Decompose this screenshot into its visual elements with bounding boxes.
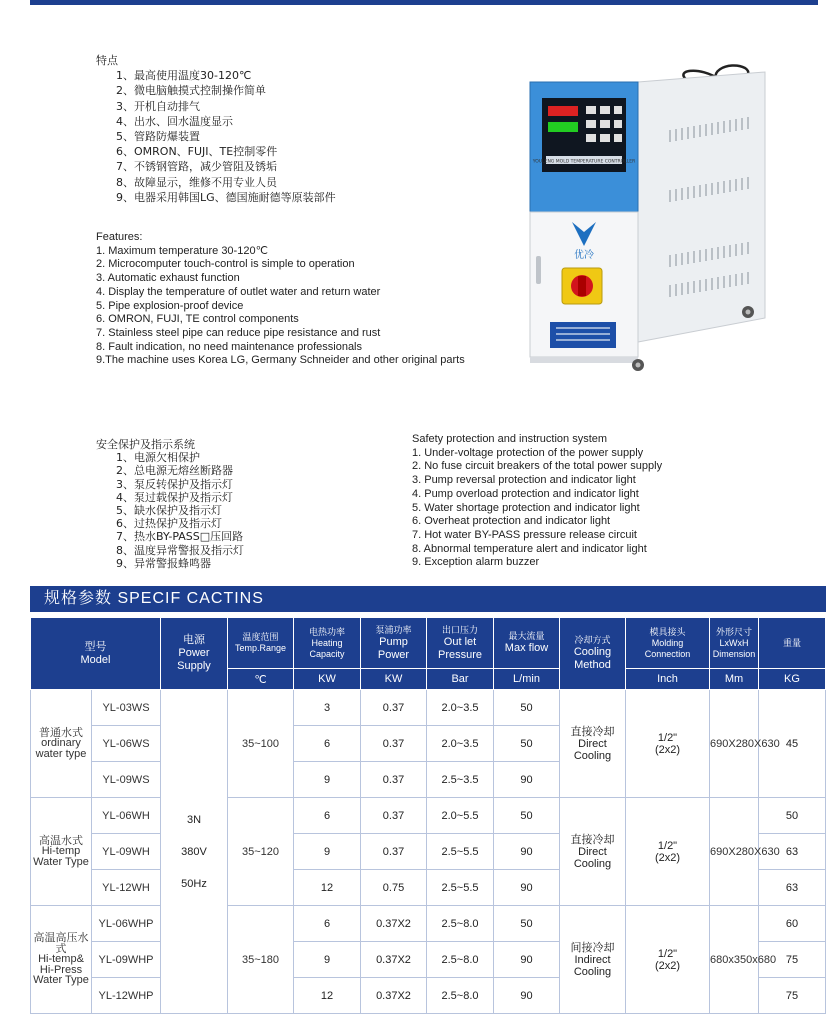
power-supply-line: 50Hz [181, 877, 207, 890]
header-text: 出口压力 [441, 624, 478, 635]
safety-cn-item: 8、温度异常警报及指示灯 [116, 543, 244, 557]
features-cn-item: 6、OMRON、FUJI、TE控制零件 [116, 145, 278, 159]
cooling-cell [560, 690, 626, 798]
group-label-line: 普通水式 [39, 726, 83, 739]
safety-en-item: 7. Hot water BY-PASS pressure release circuit [412, 528, 637, 541]
model-cell: YL-06WH [92, 798, 161, 834]
features-cn-item: 1、最高使用温度30-120℃ [116, 69, 252, 83]
header-text: 冷却方式 [574, 635, 611, 645]
unit-size: Mm [710, 669, 759, 690]
table-row [31, 690, 826, 726]
safety-cn-item: 3、泵反转保护及指示灯 [116, 477, 233, 491]
safety-cn-item: 6、过热保护及指示灯 [116, 517, 222, 531]
pump-cell: 0.37 [361, 834, 427, 870]
safety-en-item: 5. Water shortage protection and indicator light [412, 501, 640, 514]
heat-cell: 9 [294, 762, 361, 798]
safety-cn-item: 5、缺水保护及指示灯 [116, 504, 222, 518]
cooling-cell [560, 906, 626, 1014]
machine-image [520, 60, 770, 375]
header-text: Out let [443, 635, 477, 648]
safety-cn-item: 2、总电源无熔丝断路器 [116, 464, 233, 478]
pressure-cell: 2.5~3.5 [427, 762, 494, 798]
molding-line: (2x2) [654, 959, 681, 972]
header-size [710, 618, 759, 669]
group-label [31, 798, 92, 906]
group-label-line: Hi-temp& [38, 953, 84, 966]
model-cell: YL-06WHP [92, 906, 161, 942]
molding-cell [626, 906, 710, 1014]
header-molding [626, 618, 710, 669]
flow-cell: 90 [494, 834, 560, 870]
header-text: Dimension [712, 648, 756, 659]
safety-en-item: 4. Pump overload protection and indicator light [412, 487, 639, 500]
group-label-line: ordinary [41, 737, 81, 750]
features-en-item: 1. Maximum temperature 30-120℃ [96, 244, 268, 257]
header-text: Power [178, 647, 210, 659]
heat-cell: 12 [294, 870, 361, 906]
pump-cell: 0.37 [361, 726, 427, 762]
unit-molding: Inch [626, 669, 710, 690]
unit-weight: KG [759, 669, 826, 690]
size-cell: 690X280X630 [710, 798, 759, 906]
size-cell: 690X280X630 [710, 690, 759, 798]
cooling-line: Cooling [573, 965, 612, 978]
header-text: Heating [311, 637, 343, 648]
spec-title: 规格参数 SPECIF CACTINS [44, 590, 264, 607]
flow-cell: 50 [494, 798, 560, 834]
model-cell: YL-12WHP [92, 978, 161, 1014]
features-en-item: 7. Stainless steel pipe can reduce pipe resistance and rust [96, 326, 381, 339]
safety-cn [96, 438, 244, 570]
header-text: 温度范围 [242, 632, 279, 642]
features-cn-item: 7、不锈钢管路，减少管阻及锈垢 [116, 160, 277, 174]
pressure-cell: 2.0~3.5 [427, 690, 494, 726]
safety-cn-item: 1、电源欠相保护 [116, 451, 200, 465]
table-row [31, 798, 826, 834]
cooling-line: 间接冷却 [570, 941, 615, 954]
temp-cell: 35~120 [228, 798, 294, 906]
weight-cell: 45 [759, 690, 826, 798]
unit-pump: KW [361, 669, 427, 690]
pressure-cell: 2.5~8.0 [427, 978, 494, 1014]
features-en-item: 4. Display the temperature of outlet water and return water [96, 285, 381, 298]
features-cn-item: 9、电器采用韩国LG、德国施耐德等原装部件 [116, 190, 336, 204]
header-cooling [560, 618, 626, 690]
features-cn-item: 3、开机自动排气 [116, 99, 200, 113]
safety-en-item: 3. Pump reversal protection and indicator light [412, 474, 636, 487]
model-cell: YL-09WH [92, 834, 161, 870]
cooling-line: Indirect [574, 953, 611, 966]
flow-cell: 90 [494, 762, 560, 798]
pump-cell: 0.37X2 [361, 906, 427, 942]
header-flow [494, 618, 560, 669]
pump-cell: 0.37 [361, 690, 427, 726]
features-en-item: 5. Pipe explosion-proof device [96, 299, 244, 312]
pressure-cell: 2.0~3.5 [427, 726, 494, 762]
pump-cell: 0.75 [361, 870, 427, 906]
safety-cn-item: 9、异常警报蜂鸣器 [116, 556, 211, 570]
cooling-cell [560, 798, 626, 906]
molding-line: (2x2) [654, 743, 681, 756]
header-temp [228, 618, 294, 669]
header-text: 最大流量 [508, 631, 545, 641]
molding-line: 1/2" [657, 947, 678, 960]
safety-en-item: 6. Overheat protection and indicator light [412, 515, 611, 528]
heat-cell: 6 [294, 798, 361, 834]
molding-line: (2x2) [654, 851, 681, 864]
features-en-item: 6. OMRON, FUJI, TE control components [96, 313, 299, 326]
molding-line: 1/2" [657, 839, 678, 852]
molding-cell [626, 690, 710, 798]
safety-cn-item: 7、热水BY-PASS□压回路 [116, 530, 244, 544]
pressure-cell: 2.5~8.0 [427, 906, 494, 942]
weight-cell: 63 [759, 870, 826, 906]
spec-table [30, 617, 826, 1014]
temp-cell: 35~100 [228, 690, 294, 798]
header-text: Power [377, 648, 410, 661]
pressure-cell: 2.5~5.5 [427, 834, 494, 870]
safety-en-item: 9. Exception alarm buzzer [412, 556, 540, 569]
weight-cell: 75 [759, 978, 826, 1014]
cooling-line: Direct [578, 737, 607, 750]
safety-cn-item: 4、泵过载保护及指示灯 [116, 490, 233, 504]
spec-title-bar [30, 586, 826, 612]
safety-en-item: 1. Under-voltage protection of the power supply [412, 446, 644, 459]
unit-flow: L/min [494, 669, 560, 690]
features-cn-item: 2、微电脑触摸式控制操作简单 [116, 84, 266, 98]
heat-cell: 3 [294, 690, 361, 726]
safety-en-item: 8. Abnormal temperature alert and indicator light [412, 542, 647, 555]
header-text: Max flow [504, 642, 549, 654]
header-text: LxWxH [719, 637, 749, 648]
features-en-item: 9.The machine uses Korea LG, Germany Schneider and other original parts [96, 354, 465, 367]
group-label-line: Water Type [33, 974, 89, 987]
header-text: Molding [651, 637, 684, 648]
model-cell: YL-03WS [92, 690, 161, 726]
features-cn-item: 4、出水、回水温度显示 [116, 114, 233, 128]
safety-en-item: 2. No fuse circuit breakers of the total power supply [412, 460, 663, 473]
model-cell: YL-09WHP [92, 942, 161, 978]
unit-heat: KW [294, 669, 361, 690]
header-text: Connection [644, 648, 691, 659]
header-heat [294, 618, 361, 669]
cooling-line: Cooling [573, 857, 612, 870]
power-supply-line: 380V [181, 845, 207, 858]
pressure-cell: 2.0~5.5 [427, 798, 494, 834]
flow-cell: 90 [494, 942, 560, 978]
safety-cn-title: 安全保护及指示系统 [96, 438, 195, 451]
weight-cell: 50 [759, 798, 826, 834]
features-cn-title: 特点 [96, 54, 118, 67]
unit-pressure: Bar [427, 669, 494, 690]
size-cell: 680x350x680 [710, 906, 759, 1014]
group-label-line: 高温水式 [39, 834, 83, 847]
header-text: 电源 [183, 634, 205, 646]
flow-cell: 50 [494, 906, 560, 942]
group-label [31, 690, 92, 798]
features-cn [96, 53, 336, 205]
features-en-item: 8. Fault indication, no need maintenance professionals [96, 340, 363, 353]
header-text: 重量 [782, 637, 801, 648]
header-text: Capacity [309, 648, 345, 659]
header-text: 型号 [84, 640, 107, 653]
pressure-cell: 2.5~5.5 [427, 870, 494, 906]
header-text: 泵浦功率 [375, 624, 412, 635]
group-label [31, 906, 92, 1014]
header-text: Cooling [573, 646, 612, 658]
header-text: Supply [177, 660, 211, 672]
pump-cell: 0.37 [361, 762, 427, 798]
cooling-line: 直接冷却 [570, 833, 615, 846]
heat-cell: 12 [294, 978, 361, 1014]
heat-cell: 6 [294, 906, 361, 942]
weight-cell: 60 [759, 906, 826, 942]
top-accent-bar [30, 0, 818, 5]
model-cell: YL-06WS [92, 726, 161, 762]
group-label-line: Hi-temp [41, 845, 81, 858]
heat-cell: 9 [294, 834, 361, 870]
safety-en-title: Safety protection and instruction system [412, 433, 608, 445]
brand-logo: 优冷 [574, 250, 594, 261]
heat-cell: 6 [294, 726, 361, 762]
features-cn-item: 8、故障显示，维修不用专业人员 [116, 175, 277, 189]
header-power [161, 618, 228, 690]
cooling-line: Cooling [573, 749, 612, 762]
cooling-line: Direct [578, 845, 607, 858]
molding-line: 1/2" [657, 731, 678, 744]
table-row [31, 906, 826, 942]
header-text: Model [80, 653, 111, 666]
header-pump [361, 618, 427, 669]
safety-en [412, 433, 662, 570]
features-en-title: Features: [96, 231, 143, 243]
features-en [96, 231, 465, 368]
flow-cell: 90 [494, 870, 560, 906]
group-label-line: Water Type [33, 855, 89, 868]
weight-cell: 75 [759, 942, 826, 978]
header-text: 电热功率 [308, 626, 345, 637]
flow-cell: 50 [494, 690, 560, 726]
model-cell: YL-12WH [92, 870, 161, 906]
flow-cell: 50 [494, 726, 560, 762]
pump-cell: 0.37X2 [361, 942, 427, 978]
panel-label: YOULENG MOLD TEMPERATURE CONTROLLER [532, 159, 636, 165]
molding-cell [626, 798, 710, 906]
pressure-cell: 2.5~8.0 [427, 942, 494, 978]
temp-cell: 35~180 [228, 906, 294, 1014]
header-text: Method [574, 659, 611, 671]
header-text: 模具接头 [649, 626, 686, 637]
header-text: 外形尺寸 [715, 626, 752, 637]
flow-cell: 90 [494, 978, 560, 1014]
pump-cell: 0.37X2 [361, 978, 427, 1014]
model-cell: YL-09WS [92, 762, 161, 798]
group-label-line: water type [35, 747, 87, 760]
heat-cell: 9 [294, 942, 361, 978]
group-label-line: 高温高压水式 [33, 932, 89, 955]
header-text: Pressure [437, 648, 483, 661]
features-en-item: 2. Microcomputer touch-control is simple to operation [96, 258, 355, 271]
group-label-line: Hi-Press [39, 963, 83, 976]
header-text: Temp.Range [234, 643, 287, 653]
header-weight [759, 618, 826, 669]
weight-cell: 63 [759, 834, 826, 870]
cooling-line: 直接冷却 [570, 725, 615, 738]
pump-cell: 0.37 [361, 798, 427, 834]
features-cn-item: 5、管路防爆装置 [116, 130, 200, 144]
header-text: Pump [379, 635, 408, 648]
header-pressure [427, 618, 494, 669]
power-supply-line: 3N [186, 813, 202, 826]
header-model [31, 618, 161, 690]
features-en-item: 3. Automatic exhaust function [96, 272, 240, 285]
power-supply-cell [161, 690, 228, 1014]
unit-temp: ℃ [228, 669, 294, 690]
